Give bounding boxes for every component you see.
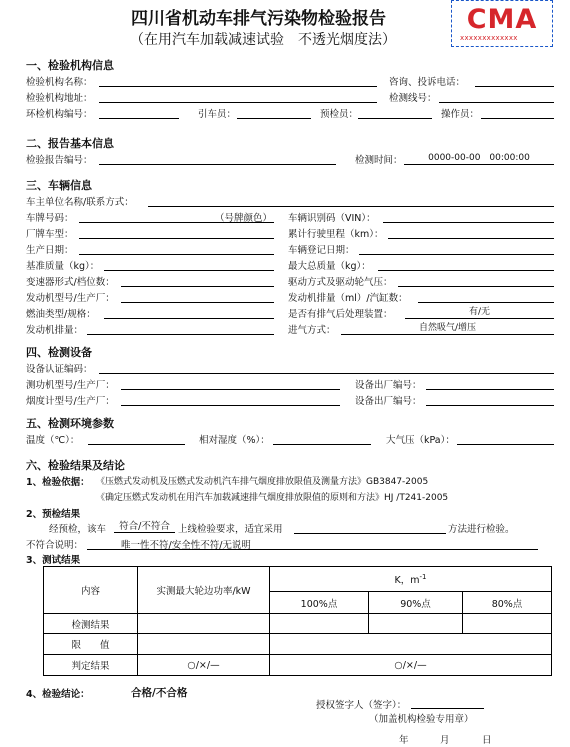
cma-number: xxxxxxxxxxxxx bbox=[460, 34, 518, 42]
label-conclusion: 4、检验结论： bbox=[26, 689, 90, 700]
label-org-name: 检验机构名称： bbox=[26, 77, 93, 88]
field-signer[interactable] bbox=[411, 708, 484, 709]
section-3-heading: 三、车辆信息 bbox=[26, 179, 92, 192]
cell-judge-power[interactable]: ○/×/— bbox=[138, 655, 270, 676]
label-smoke-serial: 设备出厂编号： bbox=[355, 396, 422, 407]
field-test-time[interactable]: 0000-00-00 00:00:00 bbox=[404, 153, 554, 165]
field-intake[interactable]: 自然吸气/增压 bbox=[341, 323, 554, 335]
label-signer: 授权签字人（签字）： bbox=[316, 700, 407, 711]
label-temp: 温度（℃）： bbox=[26, 435, 80, 446]
label-dyno-serial: 设备出厂编号： bbox=[355, 380, 422, 391]
basis-standard-2: 《确定压燃式发动机在用汽车加载减速排气烟度排放限值的原则和方法》HJ /T241-2005 bbox=[96, 493, 449, 503]
label-plate: 车牌号码： bbox=[26, 213, 74, 224]
label-intake: 进气方式： bbox=[288, 325, 336, 336]
field-pressure[interactable] bbox=[457, 444, 554, 445]
label-aftertreat: 是否有排气后处理装置： bbox=[288, 309, 393, 320]
label-mileage: 累计行驶里程（km）： bbox=[288, 229, 384, 240]
report-title: 四川省机动车排气污染物检验报告 bbox=[131, 9, 386, 29]
cell-limit-k[interactable] bbox=[270, 634, 552, 655]
date-year: 年 bbox=[399, 735, 409, 746]
label-drive: 驱动方式及驱动轮气压： bbox=[288, 277, 393, 288]
precheck-text-a: 经预检，该车 bbox=[49, 524, 107, 535]
label-operator: 操作员： bbox=[441, 109, 480, 120]
label-gearbox: 变速器形式/档位数： bbox=[26, 277, 115, 288]
label-precheck: 2、预检结果 bbox=[26, 509, 81, 520]
field-line-no[interactable] bbox=[439, 102, 554, 103]
field-temp[interactable] bbox=[88, 444, 185, 445]
row-label-judge: 判定结果 bbox=[44, 655, 138, 676]
label-prod-date: 生产日期： bbox=[26, 245, 74, 256]
section-1-heading: 一、检验机构信息 bbox=[26, 59, 114, 72]
field-aftertreat[interactable]: 有/无 bbox=[405, 307, 554, 319]
label-base-mass: 基准质量（kg）： bbox=[26, 261, 100, 272]
results-table bbox=[43, 566, 552, 676]
field-operator[interactable] bbox=[481, 118, 554, 119]
label-smoke-model: 烟度计型号/生产厂： bbox=[26, 396, 115, 407]
th-k bbox=[270, 567, 552, 592]
field-prod-date[interactable] bbox=[79, 254, 274, 255]
field-inspector[interactable] bbox=[358, 118, 432, 119]
label-engine-model: 发动机型号/生产厂： bbox=[26, 293, 115, 304]
field-gearbox[interactable] bbox=[121, 286, 274, 287]
date-day: 日 bbox=[482, 735, 492, 746]
label-dyno-model: 测功机型号/生产厂： bbox=[26, 380, 115, 391]
th-k-label: K，m bbox=[394, 575, 420, 586]
section-6-heading: 六、检验结果及结论 bbox=[26, 459, 125, 472]
cma-logo bbox=[453, 3, 552, 33]
label-env-no: 环检机构编号： bbox=[26, 109, 93, 120]
cell-result-100[interactable] bbox=[270, 614, 369, 634]
field-precheck-result[interactable]: 符合/不符合 bbox=[114, 521, 175, 533]
cell-limit-power[interactable] bbox=[138, 634, 270, 655]
svg-text:CMA: CMA bbox=[466, 4, 538, 33]
label-plate-color: （号牌颜色） bbox=[215, 213, 273, 224]
field-report-no[interactable] bbox=[99, 164, 336, 165]
label-humidity: 相对湿度（%）： bbox=[199, 435, 270, 446]
label-inspector: 预检员： bbox=[320, 109, 359, 120]
label-report-no: 检验报告编号： bbox=[26, 155, 93, 166]
field-engine-disp[interactable] bbox=[87, 334, 274, 335]
section-5-heading: 五、检测环境参数 bbox=[26, 417, 114, 430]
label-pressure: 大气压（kPa）： bbox=[386, 435, 455, 446]
field-env-no[interactable] bbox=[99, 118, 179, 119]
label-basis: 1、检验依据： bbox=[26, 477, 90, 488]
label-reg-date: 车辆登记日期： bbox=[288, 245, 355, 256]
field-cert-no[interactable] bbox=[99, 373, 554, 374]
field-org-address[interactable] bbox=[99, 102, 377, 103]
label-displacement: 发动机排量（ml）/汽缸数： bbox=[288, 293, 408, 304]
field-smoke-serial[interactable] bbox=[426, 405, 554, 406]
section-2-heading: 二、报告基本信息 bbox=[26, 137, 114, 150]
cell-result-80[interactable] bbox=[463, 614, 552, 634]
field-reg-date[interactable] bbox=[359, 254, 554, 255]
field-humidity[interactable] bbox=[273, 444, 371, 445]
field-mileage[interactable] bbox=[388, 238, 554, 239]
th-90: 90%点 bbox=[369, 592, 463, 614]
field-smoke-model[interactable] bbox=[121, 405, 340, 406]
label-vin: 车辆识别码（VIN）： bbox=[288, 213, 376, 224]
conclusion-value[interactable]: 合格/不合格 bbox=[131, 687, 188, 699]
precheck-text-c: 方法进行检验。 bbox=[448, 524, 515, 535]
field-fuel[interactable] bbox=[104, 318, 274, 319]
label-owner: 车主单位名称/联系方式： bbox=[26, 197, 134, 208]
label-brand: 厂牌车型： bbox=[26, 229, 74, 240]
label-test-time: 检测时间： bbox=[355, 155, 403, 166]
label-org-address: 检验机构地址： bbox=[26, 93, 93, 104]
label-engine-disp: 发动机排量： bbox=[26, 325, 84, 336]
stamp-note: （加盖机构检验专用章） bbox=[369, 714, 474, 725]
label-cert-no: 设备认证编码： bbox=[26, 364, 93, 375]
label-measure: 3、测试结果 bbox=[26, 555, 81, 566]
th-80: 80%点 bbox=[463, 592, 552, 614]
field-engine-model[interactable] bbox=[121, 302, 274, 303]
cell-result-power[interactable] bbox=[138, 614, 270, 634]
field-displacement[interactable] bbox=[418, 302, 554, 303]
field-guide[interactable] bbox=[237, 118, 311, 119]
field-dyno-model[interactable] bbox=[121, 389, 340, 390]
label-complaint-phone: 咨询、投诉电话： bbox=[389, 77, 466, 88]
label-fuel: 燃油类型/规格： bbox=[26, 309, 96, 320]
field-drive[interactable] bbox=[398, 286, 554, 287]
row-label-result: 检测结果 bbox=[44, 614, 138, 634]
label-max-mass: 最大总质量（kg）： bbox=[288, 261, 371, 272]
field-brand[interactable] bbox=[79, 238, 274, 239]
th-k-exponent: -1 bbox=[419, 572, 427, 581]
field-precheck-method[interactable] bbox=[294, 533, 446, 534]
row-label-limit: 限 值 bbox=[44, 634, 138, 655]
th-content: 内容 bbox=[44, 567, 138, 614]
precheck-text-b: 上线检验要求，适宜采用 bbox=[178, 524, 283, 535]
field-dyno-serial[interactable] bbox=[426, 389, 554, 390]
th-power: 实测最大轮边功率/kW bbox=[138, 567, 270, 614]
nonconform-value: 唯一性不符/安全性不符/无说明 bbox=[121, 540, 251, 551]
cell-result-90[interactable] bbox=[369, 614, 463, 634]
field-org-name[interactable] bbox=[99, 86, 377, 87]
field-vin[interactable] bbox=[383, 222, 554, 223]
report-subtitle: （在用汽车加载减速试验 不透光烟度法） bbox=[130, 32, 396, 48]
field-max-mass[interactable] bbox=[378, 270, 554, 271]
field-base-mass[interactable] bbox=[104, 270, 274, 271]
cma-stamp-box bbox=[451, 0, 553, 47]
label-guide: 引车员： bbox=[198, 109, 237, 120]
cell-judge-k[interactable]: ○/×/— bbox=[270, 655, 552, 676]
label-nonconform: 不符合说明： bbox=[26, 540, 84, 551]
date-month: 月 bbox=[440, 735, 450, 746]
field-complaint-phone[interactable] bbox=[475, 86, 554, 87]
label-line-no: 检测线号： bbox=[389, 93, 437, 104]
field-owner[interactable] bbox=[148, 206, 554, 207]
basis-standard-1: 《压燃式发动机及压燃式发动机汽车排气烟度排放限值及测量方法》GB3847-2005 bbox=[96, 477, 429, 487]
th-100: 100%点 bbox=[270, 592, 369, 614]
section-4-heading: 四、检测设备 bbox=[26, 346, 92, 359]
